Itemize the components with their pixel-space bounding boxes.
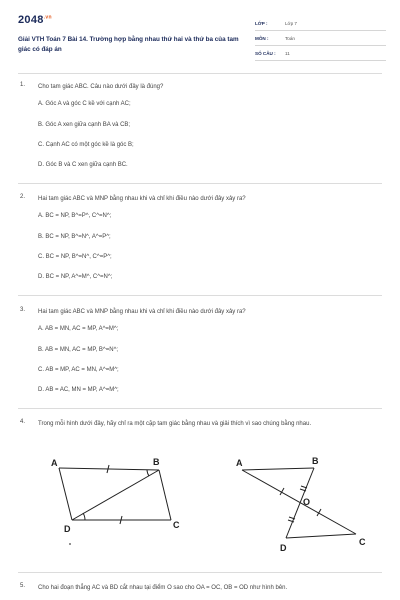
- label-c: C: [173, 520, 180, 530]
- option-d[interactable]: D. Góc B và C xen giữa cạnh BC.: [38, 162, 128, 168]
- option-d[interactable]: D. AB = AC, MN = MP, A^=M^;: [38, 387, 119, 393]
- meta-label: LỚP :: [255, 20, 268, 26]
- label-b: B: [312, 456, 319, 466]
- question-1: [18, 82, 382, 182]
- option-b[interactable]: B. BC = NP, B^=N^, A^=P^;: [38, 234, 111, 240]
- option-d[interactable]: D. BC = NP, A^=M^, C^=N^;: [38, 274, 113, 280]
- question-number: 4.: [20, 419, 26, 425]
- label-b: B: [153, 457, 160, 467]
- question-text: Hai tam giác ABC và MNP bằng nhau khi và chỉ khi điều nào dưới đây xảy ra?: [38, 196, 246, 202]
- label-o: O: [303, 497, 311, 507]
- question-5: [18, 583, 382, 597]
- label-d: D: [64, 524, 71, 534]
- divider: [18, 572, 382, 573]
- label-a: A: [236, 458, 243, 468]
- meta-label: SỐ CÂU :: [255, 50, 276, 56]
- question-2: [18, 194, 382, 294]
- meta-value: Lớp 7: [285, 20, 297, 26]
- label-d: D: [280, 543, 287, 553]
- meta-label: MÔN :: [255, 35, 269, 41]
- meta-value: 11: [285, 50, 290, 56]
- question-number: 1.: [20, 82, 26, 88]
- option-b[interactable]: B. AB = MN, AC = MP, B^=N^;: [38, 347, 119, 353]
- divider: [18, 183, 382, 184]
- option-a[interactable]: A. BC = NP, B^=P^, C^=N^;: [38, 213, 112, 219]
- question-number: 3.: [20, 307, 26, 313]
- meta-value: Toán: [285, 35, 295, 41]
- question-text: Trong mỗi hình dưới đây, hãy chỉ ra một cặp tam giác bằng nhau và giải thích vì sao chúng bằng nhau.: [38, 421, 312, 427]
- option-a[interactable]: A. AB = MN, AC = MP, A^=M^;: [38, 326, 119, 332]
- document-header: [18, 14, 386, 70]
- meta-row-count: [255, 46, 386, 61]
- question-text: Cho hai đoạn thẳng AC và BD cắt nhau tại điểm O sao cho OA = OC, OB = OD như hình bên.: [38, 585, 288, 591]
- figure-crossing-segments: [228, 452, 378, 562]
- question-number: 5.: [20, 583, 26, 589]
- document-title: Giải VTH Toán 7 Bài 14. Trường hợp bằng nhau thứ hai và thứ ba của tam giác có đáp án: [18, 36, 239, 53]
- meta-row-subject: [255, 31, 386, 46]
- option-c[interactable]: C. AB = MP, AC = MN, A^=M^;: [38, 367, 119, 373]
- option-a[interactable]: A. Góc A và góc C kề với cạnh AC;: [38, 101, 131, 107]
- option-c[interactable]: C. Cạnh AC có một góc kề là góc B;: [38, 142, 134, 148]
- label-c: C: [359, 537, 366, 547]
- site-logo[interactable]: [18, 14, 52, 26]
- label-a: A: [51, 458, 58, 468]
- divider: [18, 73, 382, 74]
- question-3: [18, 307, 382, 407]
- divider: [18, 295, 382, 296]
- meta-row-class: [255, 16, 386, 31]
- logo-tld: .vn: [43, 14, 52, 21]
- logo-text: 2048: [18, 14, 44, 26]
- divider: [18, 408, 382, 409]
- question-text: Hai tam giác ABC và MNP bằng nhau khi và chỉ khi điều nào dưới đây xảy ra?: [38, 309, 246, 315]
- option-b[interactable]: B. Góc A xen giữa cạnh BA và CB;: [38, 122, 131, 128]
- figure-parallelogram: [45, 452, 195, 552]
- option-c[interactable]: C. BC = NP, B^=N^, C^=P^;: [38, 254, 112, 260]
- document-meta: [255, 16, 386, 61]
- question-text: Cho tam giác ABC. Câu nào dưới đây là đúng?: [38, 84, 164, 90]
- question-number: 2.: [20, 194, 26, 200]
